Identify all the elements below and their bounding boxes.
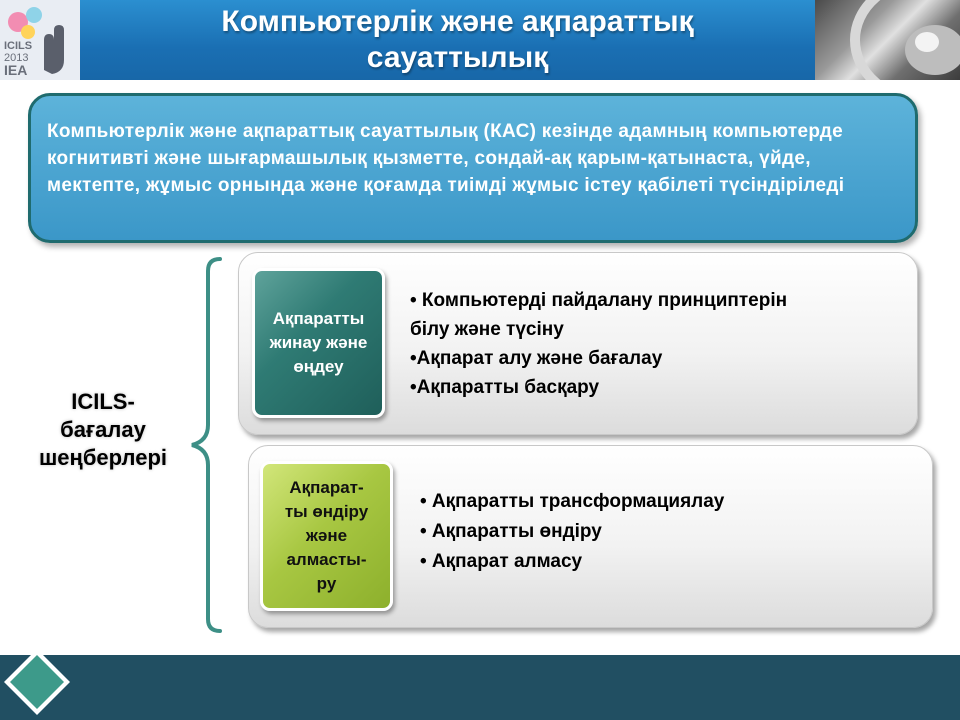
square1-line3: өңдеу — [293, 357, 344, 376]
metal-sphere-icon — [815, 0, 960, 80]
page-title-line2: сауаттылық — [366, 41, 549, 74]
square2-line5: ру — [316, 574, 337, 593]
square1-line1: Ақпаратты — [272, 309, 365, 328]
panel2-bullet3: • Ақпарат алмасу — [420, 551, 583, 572]
icils-frameworks-label — [18, 388, 188, 472]
panel2-bullet-list — [420, 487, 920, 577]
icils-logo — [0, 0, 80, 80]
definition-box — [28, 93, 918, 243]
panel2-bullet2: • Ақпаратты өндіру — [420, 521, 602, 542]
square2-line3: және — [305, 526, 348, 545]
side-label-line1: ICILS- — [71, 389, 135, 414]
panel2-bullet1: • Ақпаратты трансформациялау — [420, 491, 725, 512]
side-label-line3: шеңберлері — [38, 445, 168, 470]
square1-line2: жинау және — [269, 333, 368, 352]
logo-name: ICILS — [4, 40, 33, 52]
diamond-icon — [0, 645, 75, 720]
square2-line4: алмасты- — [286, 550, 367, 569]
side-label-line2: бағалау — [60, 417, 146, 442]
panel1-bullet2: •Ақпарат алу және бағалау — [410, 348, 663, 369]
panel1-bullet1-line2: білу және түсіну — [410, 319, 564, 340]
panel1-bullet-list — [410, 286, 910, 402]
header-bar — [0, 0, 960, 80]
square-produce-exchange — [260, 461, 393, 611]
panel1-bullet3: •Ақпаратты басқару — [410, 377, 600, 398]
page-title — [100, 0, 815, 80]
logo-year: 2013 — [4, 52, 29, 64]
panel1-bullet1-line1: • Компьютерді пайдалану принциптерін — [410, 290, 788, 311]
definition-text: Компьютерлік және ақпараттық сауаттылық (КАС) кезінде адамның компьютерде когнитивті және шығармашылық қызметте, сондай-ақ қарым-қатынаста, үйде, мектепте, жұмыс орнында және қоғамда тиімді жұмыс істеу қабілеті түсіндіріледі — [47, 121, 845, 196]
curly-brace-icon — [190, 255, 230, 635]
square2-line1: Ақпарат- — [289, 478, 364, 497]
footer-bar — [0, 655, 960, 720]
square2-line2: ты өндіру — [284, 502, 369, 521]
page-title-line1: Компьютерлік және ақпараттық — [221, 5, 694, 38]
header-photo — [815, 0, 960, 80]
square-collect-process — [252, 268, 385, 418]
logo-org: IEA — [4, 62, 28, 78]
